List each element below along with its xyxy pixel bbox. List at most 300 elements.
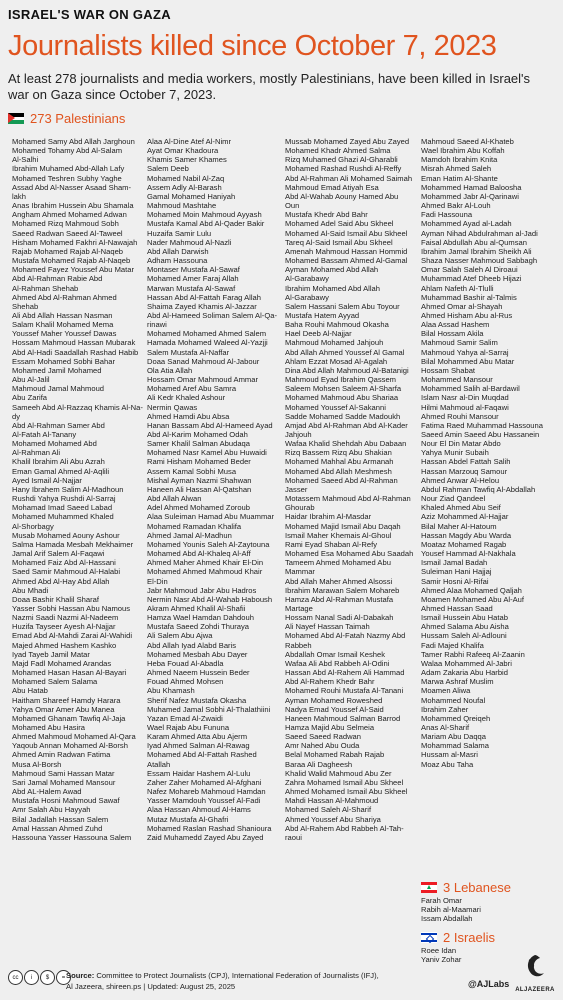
- list-item: Salem Mustafa Al-Naffar: [147, 347, 230, 357]
- list-item: Mahdi Hassan Al-Mahmoud: [285, 796, 379, 806]
- footer-source: [66, 970, 379, 992]
- list-item: Fadi Majed Khalifa: [421, 640, 484, 650]
- list-item: Angham Ahmed Mohamed Adwan: [12, 210, 127, 220]
- list-item: Saeed Amin Saeed Abu Hassanein: [421, 430, 540, 439]
- list-item: Jabr Mahmoud Jabr Abu Hadros: [147, 585, 257, 595]
- list-item: Hossam Nanal Sadi Al-Dabakah: [285, 613, 394, 623]
- list-item: Mahmoud Eyad Ibrahim Qassem: [285, 375, 396, 385]
- list-item: Abu Hatab: [12, 686, 48, 696]
- list-item: Moataz Mohamed Ragab: [421, 539, 507, 549]
- list-item: Hossam Shabat: [421, 365, 476, 375]
- list-item: Jahjouh: [285, 430, 312, 439]
- list-item: Mohamed Saleh Al-Sharif: [285, 805, 372, 815]
- list-item: Amenah Mahmoud Hassan Hommid: [285, 246, 408, 256]
- list-item: Ibrahim Jamal Ibrahim Sheikh Ali: [421, 246, 532, 256]
- list-item: Abd Al-Wahab Aouny Hamed Abu: [285, 191, 399, 201]
- list-item: Mohamad Imad Saeed Labad: [12, 503, 113, 513]
- list-item: Majd Fadl Mohamed Arandas: [12, 658, 112, 668]
- list-item: Salem Deeb: [147, 164, 189, 174]
- list-item: Marwan Mustafa Al-Sawaf: [147, 283, 236, 293]
- source-text: Committee to Protect Journalists (CPJ), International Federation of Journalists (IFJ),: [96, 971, 379, 980]
- list-item: Sameeh Abd Al-Razzaq Khamis Al-Na-: [12, 402, 143, 412]
- list-item: Ahmed Hamdi Abu Absa: [147, 411, 230, 421]
- list-item: Moamen Mohamed Abu Al-Auf: [421, 594, 524, 604]
- list-item: Ahmed Salama Abu Aisha: [421, 622, 509, 632]
- list-item: Saleem Mohsen Saleem Al-Sharfa: [285, 384, 402, 394]
- list-item: Hassan Abdel Fattah Salih: [421, 457, 511, 467]
- list-item: Mohamed Adel Said Abu Skheel: [285, 219, 394, 229]
- list-item: Ahmed Omar al-Shayah: [421, 301, 503, 311]
- cc-icon: cc: [8, 970, 23, 985]
- list-item: Alaa Al-Dine Atef Al-Nimr: [147, 137, 231, 146]
- list-item: Abd Allah Maher Ahmed Alsossi: [285, 576, 393, 586]
- list-item: Ibrahim Zaher: [421, 704, 469, 714]
- list-item: Hamza Abd Al-Rahman Mustafa: [285, 594, 394, 604]
- list-item: Abd Al-Rahman Ali Mohamed Saimah: [285, 173, 413, 183]
- list-item: Ahmed Youssef Abu Shariya: [285, 814, 381, 824]
- list-item: Belal Mohamed Rabah Rajab: [285, 750, 385, 760]
- creative-commons-icons: [8, 970, 71, 985]
- list-item: Khalid Walid Mahmoud Abu Zer: [285, 768, 392, 778]
- list-item: Hussam al-Masri: [421, 750, 478, 760]
- aljazeera-logo-text: ALJAZEERA: [515, 987, 555, 993]
- list-item: Mohamed Mohamed Ahmed Salem: [147, 329, 267, 339]
- list-item: Alaa Suleiman Hamad Abu Muammar: [147, 512, 275, 522]
- list-item: Mustafa Hatem Ayyad: [285, 310, 360, 320]
- list-item: Yaqoub Annan Mohamed Al-Borsh: [12, 741, 128, 751]
- list-item: Omar Salah Saleh Al Diroaui: [421, 265, 518, 275]
- list-item: Mahmoud Saeed Al-Khateb: [421, 137, 514, 146]
- list-item: Hilmi Mahmoud al-Faqawi: [421, 402, 509, 412]
- list-item: Ahmed Hisham Abu al-Rus: [421, 310, 513, 320]
- by-icon: i: [24, 970, 39, 985]
- list-item: Mustafa Mohamed Rajab Al-Naqeb: [12, 256, 131, 266]
- list-item: Al-Fatah Al-Tanany: [12, 430, 77, 439]
- list-item: Mustafa Hosni Mahmoud Sawaf: [12, 796, 120, 806]
- list-item: Ayat Omar Khadoura: [147, 146, 219, 156]
- list-item: Zaid Muhamedd Zayed Abu Zayed: [147, 832, 264, 842]
- list-item: Ahmed Amin Radwan Fatima: [12, 750, 111, 760]
- list-item: Ibrahim Muhamed Abd-Allah Lafy: [12, 164, 125, 174]
- list-item: Abd Al-Rahman Samer Abd: [12, 420, 105, 430]
- list-item: Mahmoud Samir Salim: [421, 338, 498, 348]
- list-item: Ali Salem Abu Ajwa: [147, 631, 213, 641]
- list-item: Yazan Emad Al-Zwaidi: [147, 713, 223, 723]
- list-item: Mohamed Tohamy Abd Al-Salam: [12, 146, 123, 156]
- list-item: Heba Fouad Al-Abadla: [147, 658, 224, 668]
- list-item: Mammar: [285, 567, 315, 577]
- list-item: Ahmed Mahmoud Mohamed Al-Qara: [12, 732, 136, 742]
- list-item: Mohamed Abd Al-Khaleq Al-Aff: [147, 549, 251, 559]
- list-item: Mohamed Bassam Ahmed Al-Gamal: [285, 256, 408, 266]
- list-item: Alaa Hassan Ahmoud Al-Hams: [147, 805, 251, 815]
- list-item: Hamza Wael Hamdan Dahdouh: [147, 613, 254, 623]
- list-item: Mohamed Rouhi Mustafa Al-Tanani: [285, 686, 404, 696]
- list-item: Tameem Ahmed Mohamed Abu: [285, 558, 391, 568]
- list-item: Shaima Zayed Khamis Al-Jazzar: [147, 301, 257, 311]
- list-item: Sadde Mohamed Sadde Madoukh: [285, 411, 401, 421]
- list-item: Abd Al-Rahman Rabie Abd: [12, 274, 103, 284]
- list-item: Fatima Raed Muhammad Hassouna: [421, 420, 543, 430]
- list-item: Mustafa Kamal Abd Al-Qader Bakir: [147, 219, 265, 229]
- list-item: Ahmed Mohamed Ismail Abu Skheel: [285, 787, 408, 797]
- list-item: Abu Al-Jalil: [12, 375, 50, 385]
- list-item: Mohamed Mahmoud Abu Shariaa: [285, 393, 399, 403]
- list-item: Haneen Mahmoud Salman Barrod: [285, 713, 401, 723]
- list-item: Rajab Mohamed Rajab Al-Naqeb: [12, 246, 124, 256]
- list-item: Iyad Tayeb Jamil Matar: [12, 649, 90, 659]
- list-item: Al-Garabawy: [285, 292, 329, 302]
- list-item: Jamal Arif Salem Al-Faqawi: [12, 549, 105, 559]
- list-item: Anas Al-Sharif: [421, 723, 470, 732]
- list-item: Bilal Hossam Akila: [421, 329, 484, 339]
- list-item: Mohamed Rizq Mahmoud Sobh: [12, 219, 119, 229]
- list-item: Hassan Abd Al-Fattah Farag Allah: [147, 292, 261, 302]
- list-item: Shaza Nasser Mahmoud Sabbagh: [421, 256, 538, 266]
- list-item: Al-Shorbagy: [12, 521, 54, 531]
- list-item: Walaa Mohammed Al-Jabri: [421, 658, 512, 668]
- list-item: Amal Hassan Ahmed Zuhd: [12, 823, 103, 833]
- list-item: Ahlam Nafeth Al-Tlulli: [421, 283, 494, 293]
- list-item: Abu Zarifa: [12, 393, 48, 403]
- list-item: Aziz Mohammed Al-Hajjar: [421, 512, 509, 522]
- list-item: Ahmed Anwar Al-Helou: [421, 475, 500, 485]
- list-item: Ghourab: [285, 503, 315, 513]
- list-item: Mohamed Raslan Rashad Shanioura: [147, 823, 272, 833]
- list-item: Assem Adly Al-Barash: [147, 182, 222, 192]
- list-item: Ibrahim Mohamed Abd Allah: [285, 283, 380, 293]
- list-item: Mohamed Majid Ismail Abu Daqah: [285, 521, 401, 531]
- list-item: Khalil Ibrahim Ali Abu Azrah: [12, 457, 105, 467]
- list-item: Issam Abdallah: [421, 914, 473, 924]
- page-title: Journalists killed since October 7, 2023: [8, 30, 497, 62]
- list-item: Khaled Ahmed Abu Seif: [421, 503, 501, 513]
- list-item: Mohamed Salem Salama: [12, 677, 98, 687]
- list-item: Mahmoud Yahya al-Sarraj: [421, 347, 509, 357]
- list-item: Abdul Rahman Tawfiq Al-Abdallah: [421, 484, 536, 494]
- list-item: Hassan Abd Al-Rahem Ali Hammad: [285, 668, 405, 678]
- list-item: Mohammed Salih al-Bardawil: [421, 384, 520, 394]
- kicker: ISRAEL'S WAR ON GAZA: [8, 7, 171, 22]
- list-item: Hael Deeb Al-Najjar: [285, 329, 352, 339]
- list-item: Mohamed Samy Abd Allah Jarghoun: [12, 137, 135, 146]
- list-item: Mohamed Teshren Subhy Yaghe: [12, 173, 122, 183]
- nc-icon: $: [40, 970, 55, 985]
- list-item: Abdallah Omar Ismail Keshek: [285, 649, 386, 659]
- list-item: Abu Khamash: [147, 686, 195, 696]
- list-item: Musa Al-Borsh: [12, 759, 62, 769]
- list-item: Nafez Mohareb Mahmoud Hamdan: [147, 787, 266, 797]
- israel-flag-icon: [421, 932, 437, 943]
- list-item: Mohamed Hasan Hasan Al-Bayari: [12, 668, 127, 678]
- list-item: Mohamed Younis Saleh Al-Zaytouna: [147, 539, 270, 549]
- list-item: Mohamed Mahhal Abu Armanah: [285, 457, 394, 467]
- list-item: Sherif Nafez Mustafa Okasha: [147, 695, 247, 705]
- list-item: Iyad Ahmed Salman Al-Rawag: [147, 741, 250, 751]
- list-item: Abd Allah Ahmed Youssef Al Gamal: [285, 347, 405, 357]
- list-item: Amr Salah Abu Hayyah: [12, 805, 91, 815]
- list-item: Fadi Hassouna: [421, 210, 473, 220]
- list-item: Ahlam Ezzat Mosad Al-Agalah: [285, 356, 388, 366]
- list-item: Hanan Bassam Abd Al-Hameed Ayad: [147, 420, 273, 430]
- list-item: Muhamed Jamal Sobhi Al-Thalathiini: [147, 704, 271, 714]
- list-item: Karam Ahmed Atta Abu Ajerm: [147, 732, 248, 742]
- list-item: Ahmed Jamal Al-Madhun: [147, 530, 232, 540]
- names-column-2: [147, 137, 277, 842]
- list-item: Ismail Hussein Abu Hatab: [421, 613, 508, 623]
- list-item: El-Din: [147, 576, 168, 586]
- aljazeera-logo: [513, 952, 557, 993]
- list-item: Mohamed Abu Hasira: [12, 723, 86, 732]
- list-item: Youssef Maher Youssef Dawas: [12, 329, 117, 339]
- list-item: Nermin Nasr Abd Al-Wahab Haboush: [147, 594, 273, 604]
- lebanese-count: 3 Lebanese: [443, 880, 511, 895]
- list-item: Nour El Din Matar Abdo: [421, 439, 501, 449]
- list-item: Rizq Muhamed Ghazi Al-Gharabli: [285, 155, 398, 165]
- list-item: Nadya Emad Youssef Al-Said: [285, 704, 384, 714]
- list-item: Mussab Mohamed Zayed Abu Zayed: [285, 137, 410, 146]
- list-item: Assad Abd Al-Nasser Asaad Sham-: [12, 182, 132, 192]
- list-item: Assem Kamal Sobhi Musa: [147, 466, 237, 476]
- list-item: Eman Gamal Ahmed Al-Aqlili: [12, 466, 110, 476]
- palestinians-count: 273 Palestinians: [30, 111, 126, 126]
- list-item: Bilal Maher Al-Hatoum: [421, 521, 497, 531]
- list-item: Ayman Mohamed Abd Allah: [285, 265, 379, 275]
- list-item: Mohammad Salama: [421, 741, 489, 751]
- subtitle: At least 278 journalists and media workers, mostly Palestinians, have been killed in Israel's war on Gaza since October 7, 2023.: [8, 71, 531, 102]
- list-item: Rizq Bassem Rizq Abu Shakian: [285, 448, 392, 458]
- list-item: Ola Atia Allah: [147, 365, 193, 375]
- list-item: Amr Nahed Abu Ouda: [285, 741, 360, 751]
- list-item: Haitham Shareef Hamdy Harara: [12, 695, 121, 705]
- list-item: Mohamed Ramadan Khalifa: [147, 521, 242, 531]
- list-item: Ahmed Rouhi Mansour: [421, 411, 499, 421]
- names-column-3: [285, 137, 413, 842]
- list-item: Abu Mhadi: [12, 585, 49, 595]
- list-item: Mustafa Khedr Abd Bahr: [285, 210, 368, 220]
- list-item: Nermin Qawas: [147, 402, 198, 412]
- list-item: Al-Salhi: [12, 155, 39, 165]
- list-item: Abd Allah Darwish: [147, 246, 209, 256]
- list-item: Martage: [285, 603, 313, 613]
- ajlabs-handle: @AJLabs: [468, 979, 510, 989]
- list-item: Majed Ahmed Hashem Kashko: [12, 640, 117, 650]
- list-item: Rami Hisham Mohamed Beder: [147, 457, 251, 467]
- list-item: Ismail Maher Khemais Al-Ghoul: [285, 530, 392, 540]
- list-item: Jasser: [285, 484, 308, 494]
- list-item: Shehab: [12, 301, 39, 311]
- list-item: Ahmed Naeem Hussein Beder: [147, 668, 250, 678]
- list-item: Haneen Ali Hassan Al-Qatshan: [147, 484, 252, 494]
- list-item: Moamen Aliwa: [421, 686, 471, 696]
- list-item: Rushdi Yahya Rushdi Al-Sarraj: [12, 494, 116, 504]
- list-item: Muhammad Atef Dheeb Hijazi: [421, 274, 522, 284]
- list-item: Ayman Nihad Abdulrahman al-Jadi: [421, 228, 538, 238]
- list-item: Mohammed Ayad al-Ladah: [421, 219, 512, 229]
- list-item: Ali Kedr Khaled Ashour: [147, 393, 226, 403]
- list-item: Mohammed Qreiqeh: [421, 713, 491, 723]
- list-item: raoui: [285, 832, 302, 842]
- list-item: Mohamed Amer Faraj Allah: [147, 274, 239, 284]
- list-item: Mohamed Youssef Al-Sakanni: [285, 402, 386, 412]
- list-item: Anas Ibrahim Hussein Abu Shamala: [12, 201, 134, 211]
- lebanon-flag-icon: [421, 882, 437, 893]
- list-item: dy: [12, 411, 21, 421]
- list-item: rinawi: [147, 320, 167, 330]
- list-item: Mohamed Ahmed Mahmoud Khair: [147, 567, 263, 577]
- list-item: Abd Al-Rahem Khedr Bahr: [285, 677, 375, 687]
- list-item: Wafaa Khalid Shehdah Abu Dabaan: [285, 439, 407, 449]
- list-item: Essam Mohamed Sobhi Bahar: [12, 356, 115, 366]
- list-item: Nour Ziad Qandeel: [421, 494, 486, 504]
- list-item: Ali Abd Allah Hassan Nasman: [12, 310, 113, 320]
- palestine-flag-icon: [8, 113, 24, 124]
- list-item: Mutaz Mustafa Al-Ghafri: [147, 814, 229, 824]
- list-item: Emad Abd Al-Mahdi Zarai Al-Wahidi: [12, 631, 133, 641]
- list-item: Al-Garabawy: [285, 274, 329, 284]
- list-item: Rabbeh: [285, 640, 312, 650]
- list-item: Sari Jamal Mohamed Mansour: [12, 777, 116, 787]
- list-item: Ayed Ismail Al-Najjar: [12, 475, 82, 485]
- names-column-4: [421, 137, 543, 769]
- list-item: Roee Idan: [421, 946, 457, 955]
- lebanon-group-header: [421, 880, 511, 895]
- list-item: Essam Haidar Hashem Al-Lulu: [147, 768, 251, 778]
- list-item: Al-Rahman Ali: [12, 448, 61, 458]
- list-item: Akram Ahmed Khalil Al-Shafii: [147, 603, 246, 613]
- list-item: Mohamed Faiz Abd Al-Hassani: [12, 558, 116, 568]
- palestine-group-header: [8, 111, 125, 126]
- list-item: Saeed Saeed Radwan: [285, 732, 361, 742]
- list-item: Ibrahim Marawan Salem Mohareb: [285, 585, 400, 595]
- list-item: Hossam Mahmoud Hassan Mubarak: [12, 338, 136, 348]
- list-item: Samer Khalil Salman Abudaqa: [147, 439, 251, 449]
- list-item: Wael Ibrahim Abu Koffah: [421, 146, 505, 156]
- list-item: Rami Eyad Shaban Al-Refy: [285, 539, 378, 549]
- list-item: Mustafa Saeed Zohdi Thuraya: [147, 622, 250, 632]
- list-item: Ahmed Maher Ahmed Khair El-Din: [147, 558, 264, 568]
- list-item: Motassem Mahmoud Abd Al-Rahman: [285, 494, 411, 504]
- list-item: Wael Rajab Abu Fununa: [147, 723, 230, 732]
- list-item: Yahya Omar Amer Abu Manea: [12, 704, 115, 714]
- list-item: Mohamed Saeed Abd Al-Rahman: [285, 475, 398, 485]
- list-item: Mohammed Hamad Baloosha: [421, 182, 522, 192]
- list-item: lakh: [12, 191, 26, 201]
- list-item: Mohamed Mohamed Abd: [12, 439, 97, 449]
- list-item: Ismail Jamal Badah: [421, 558, 488, 568]
- list-item: Mohamed Nasr Kamel Abu Huwaidi: [147, 448, 267, 458]
- list-item: Alaa Assad Hashem: [421, 320, 490, 330]
- list-item: Tareq Al-Said Ismail Abu Skheel: [285, 237, 393, 247]
- list-item: Moaz Abu Taha: [421, 759, 474, 769]
- israeli-names: [421, 946, 461, 964]
- list-item: Mohamed Rashad Rushdi Al-Reffy: [285, 164, 402, 174]
- footer-line2: Al Jazeera, shireen.ps | Updated: August 25, 2025: [66, 982, 236, 991]
- list-item: Rabih al-Maamari: [421, 905, 481, 915]
- list-item: Mohamed Abd Al-Fatah Nazmy Abd: [285, 631, 406, 641]
- list-item: Yasser Mamdouh Youssef Al-Fadi: [147, 796, 261, 806]
- list-item: Mohamed Aref Abu Samra: [147, 384, 237, 394]
- list-item: Montaser Mustafa Al-Sawaf: [147, 265, 240, 275]
- list-item: Zahra Mohamed Ismail Abu Skheel: [285, 777, 404, 787]
- list-item: Hamza Majid Abu Selmeia: [285, 723, 375, 732]
- list-item: Farah Omar: [421, 896, 462, 905]
- list-item: Dina Abd Allah Mahmoud Al-Batanigi: [285, 365, 409, 375]
- list-item: Salam Khalil Mohamed Mema: [12, 320, 114, 330]
- list-item: Haidar Ibrahim Al-Masdar: [285, 512, 372, 522]
- list-item: Doaa Sanad Mahmoud Al-Jabour: [147, 356, 260, 366]
- list-item: Yousef Hammad Al-Nakhala: [421, 549, 516, 559]
- list-item: Abd AL-Halem Awad: [12, 787, 82, 797]
- list-item: Ahmed Bakr Al-Louh: [421, 201, 491, 211]
- list-item: Mohamed Moin Mahmoud Ayyash: [147, 210, 262, 220]
- list-item: Khamis Samer Khames: [147, 155, 227, 165]
- list-item: Atallah: [147, 759, 171, 769]
- list-item: Mohamed Abd Allah Meshmesh: [285, 466, 392, 476]
- list-item: Mahmoud Sami Hassan Matar: [12, 768, 115, 778]
- list-item: Islam Nasr al-Din Muqdad: [421, 393, 509, 403]
- list-item: Ali Nayef Hassan Taimah: [285, 622, 370, 632]
- list-item: Baraa Ali Dagheesh: [285, 759, 353, 769]
- list-item: Doaa Bashir Khalil Sharaf: [12, 594, 99, 604]
- list-item: Mohamed Khadr Ahmed Salma: [285, 146, 391, 156]
- list-item: Mohammed Mansour: [421, 375, 493, 385]
- list-item: Al-Rahman Shehab: [12, 283, 79, 293]
- list-item: Hassan Magdy Abu Warda: [421, 530, 512, 540]
- list-item: Musab Mohamed Aouny Ashour: [12, 530, 120, 540]
- list-item: Abd Al-Hadi Saadallah Rashad Habib: [12, 347, 139, 357]
- list-item: Hassan Marzouq Samour: [421, 466, 508, 476]
- list-item: Yahya Munir Subaih: [421, 448, 489, 458]
- list-item: Mohamed Jamil Mohamed: [12, 365, 102, 375]
- list-item: Adam Zakaria Abu Harbid: [421, 668, 508, 678]
- list-item: Tamer Rabhi Rafeeq Al-Zaanin: [421, 649, 525, 659]
- israel-group-header: [421, 930, 495, 945]
- list-item: Zaher Zaher Mohamed Al-Afghani: [147, 777, 262, 787]
- list-item: Gamal Mohamed Haniyah: [147, 191, 236, 201]
- list-item: Huzifa Tayseer Ayesh Al-Najjar: [12, 622, 116, 632]
- list-item: Ayman Mohamed Roweshed: [285, 695, 383, 705]
- list-item: Mohamed Nabil Al-Zaq: [147, 173, 225, 183]
- list-item: Bilal Mohammed Abu Matar: [421, 356, 515, 366]
- israelis-count: 2 Israelis: [443, 930, 496, 945]
- list-item: Hussam Saleh Al-Adlouni: [421, 631, 507, 641]
- list-item: Hossam Omar Mahmoud Ammar: [147, 375, 258, 385]
- source-label: Source:: [66, 971, 95, 980]
- list-item: Abd Al-Karim Mohamed Odah: [147, 430, 248, 439]
- list-item: Mohamed Esa Mohamed Abu Saadah: [285, 549, 414, 559]
- list-item: Salem Hassani Salem Abu Toyour: [285, 301, 400, 311]
- list-item: Nazmi Saadi Nazmi Al-Nadeem: [12, 613, 119, 623]
- aljazeera-logo-icon: [520, 952, 550, 982]
- list-item: Mohamed Fayez Youssef Abu Matar: [12, 265, 134, 275]
- list-item: Mohammed Noufal: [421, 695, 486, 705]
- list-item: Abd Allah Alwan: [147, 494, 202, 504]
- list-item: Ahmed Abd Al-Rahman Ahmed: [12, 292, 117, 302]
- list-item: Mohammed Jabr Al-Qarinawi: [421, 191, 519, 201]
- list-item: Ahmed Alaa Mohamed Qaljah: [421, 585, 522, 595]
- list-item: Misrah Ahmed Saleh: [421, 164, 492, 174]
- list-item: Huzaifa Samir Lulu: [147, 228, 212, 238]
- list-item: Muhammad Bashir al-Talmis: [421, 292, 517, 302]
- list-item: Ahmed Abd Al-Hay Abd Allah: [12, 576, 110, 586]
- list-item: Abd Al-Hameed Soliman Salem Al-Qa-: [147, 310, 277, 320]
- list-item: Mahmoud Emad Atiyah Esa: [285, 182, 379, 192]
- list-item: Marwa Ashraf Muslim: [421, 677, 494, 687]
- list-item: Mohamed Mesbah Abu Dayer: [147, 649, 248, 659]
- names-column-1: [12, 137, 143, 842]
- list-item: Mahmoud Jamal Mahmoud: [12, 384, 105, 394]
